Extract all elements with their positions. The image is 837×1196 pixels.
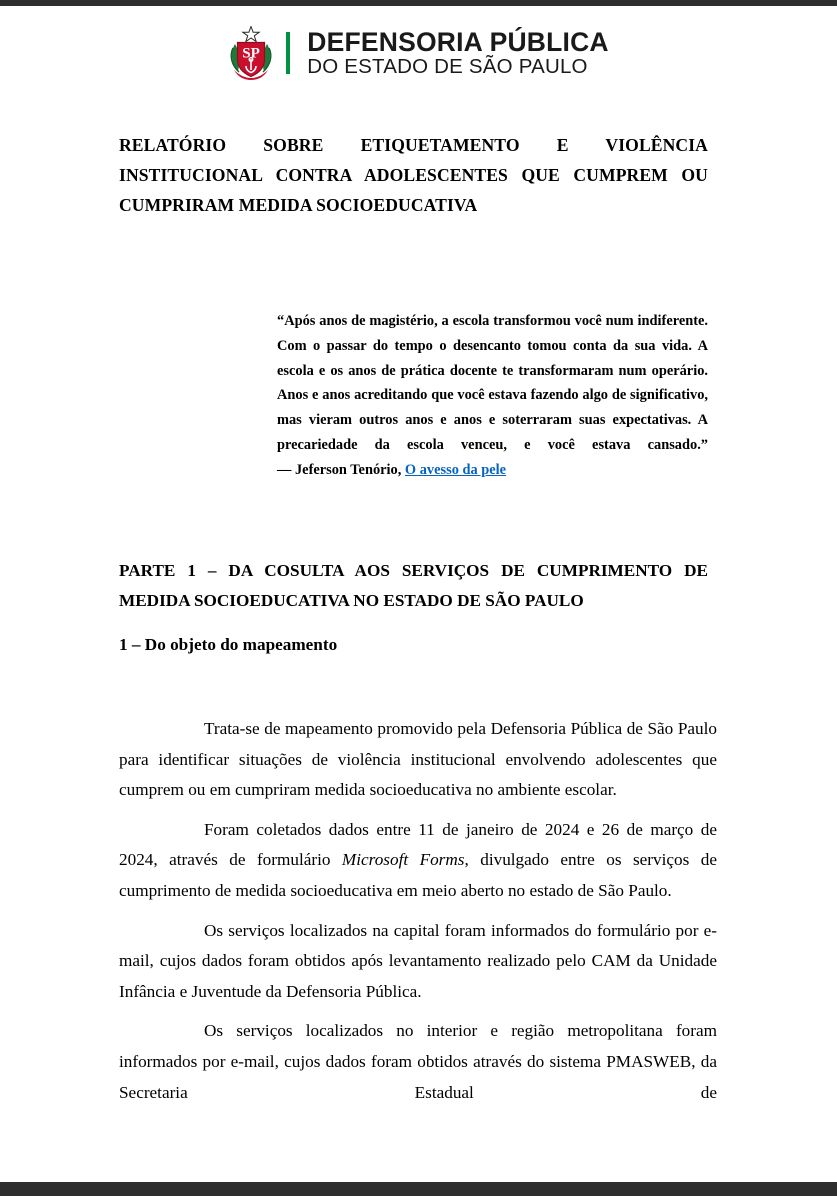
section-heading-objeto: 1 – Do objeto do mapeamento <box>119 635 338 655</box>
paragraph-2-suffix: , divulgado entre os serviços de cumprimento de medida socioeducativa em meio aberto no estado de São Paulo. <box>119 850 717 901</box>
wordmark-line-secondary: DO ESTADO DE SÃO PAULO <box>307 55 588 78</box>
paragraph-2-italic-term: Microsoft Forms <box>341 850 465 870</box>
epigraph-text: “Após anos de magistério, a escola transformou você num indiferente. Com o passar do tempo o desencanto tomou conta da sua vida. A escola e os anos de prática docente te transformaram num operário. Anos e anos acreditando que você estava fazendo algo de significativo, mas vieram outros anos e anos e soterraram suas expectativas. A precariedade da escola venceu, e você estava cansado.” <box>277 313 708 453</box>
body-paragraphs <box>119 714 717 1117</box>
document-header <box>0 6 837 83</box>
paragraph-4: Os serviços localizados no interior e região metropolitana foram informados por e-mail, cujos dados foram obtidos através do sistema PMASWEB, da Secretaria Estadual de <box>119 1021 717 1102</box>
paragraph-2 <box>119 815 717 907</box>
viewer-bottom-bar <box>0 1182 837 1196</box>
document-page <box>0 6 837 1182</box>
section-heading-parte-1: PARTE 1 – DA COSULTA AOS SERVIÇOS DE CUMPRIMENTO DE MEDIDA SOCIOEDUCATIVA NO ESTADO DE SÃO PAULO <box>119 561 708 610</box>
institution-wordmark <box>307 26 609 78</box>
logo-divider <box>286 32 290 74</box>
epigraph-quote <box>277 309 708 482</box>
epigraph-author: — Jeferson Tenório, <box>277 461 405 478</box>
paragraph-1: Trata-se de mapeamento promovido pela Defensoria Pública de São Paulo para identificar situações de violência institucional envolvendo adolescentes que cumprem ou em cumpriram medida socioeducativa no ambiente escolar. <box>119 719 717 800</box>
sao-paulo-state-coat-of-arms-icon <box>228 26 274 80</box>
svg-text:SP: SP <box>242 45 261 62</box>
wordmark-line-primary: DEFENSORIA PÚBLICA <box>307 26 609 57</box>
epigraph-work-link[interactable]: O avesso da pele <box>404 461 507 478</box>
paragraph-3: Os serviços localizados na capital foram informados do formulário por e-mail, cujos dados foram obtidos após levantamento realizado pelo CAM da Unidade Infância e Juventude da Defensoria Pública. <box>119 920 717 1001</box>
page-title: RELATÓRIO SOBRE ETIQUETAMENTO E VIOLÊNCIA INSTITUCIONAL CONTRA ADOLESCENTES QUE CUMPREM OU CUMPRIRAM MEDIDA SOCIOEDUCATIVA <box>119 134 708 216</box>
epigraph-attribution <box>277 458 708 483</box>
paragraph-2-prefix: Foram coletados dados entre 11 de janeiro de 2024 e 26 de março de 2024, através de formulário <box>119 819 717 870</box>
